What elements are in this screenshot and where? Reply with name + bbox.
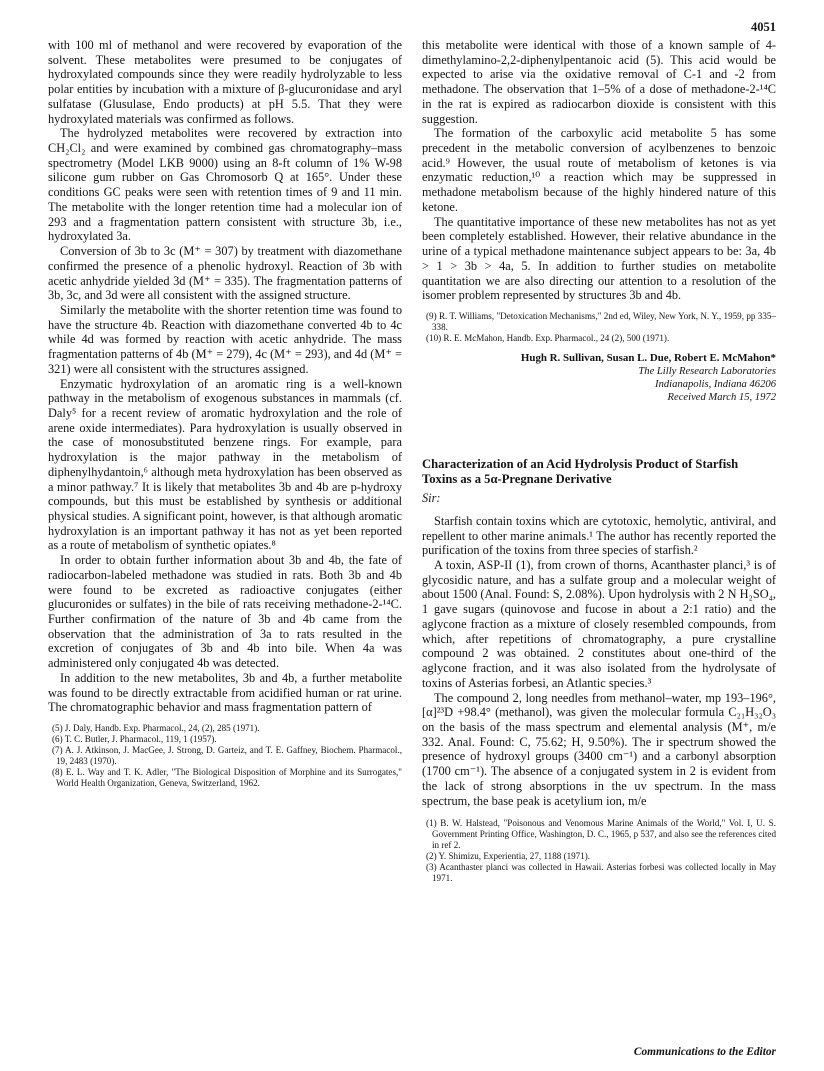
footnote: (8) E. L. Way and T. K. Adler, "The Biological Disposition of Morphine and its Surrogates," World Health Organization, Geneva, Switzerland, 1962. (52, 766, 402, 788)
footnotes-lower-right (422, 818, 776, 883)
footnote: (1) B. W. Halstead, "Poisonous and Venomous Marine Animals of the World," Vol. I, U. S. Government Printing Office, Washington, D. C., 1965, p 537, and also see the references cited in ref 2. (426, 818, 776, 851)
footnotes-upper-right (422, 311, 776, 344)
footnote: (6) T. C. Butler, J. Pharmacol., 119, 1 (1957). (52, 733, 217, 744)
right-column (422, 38, 776, 884)
body-paragraph: In addition to the new metabolites, 3b and 4b, a further metabolite was found to be directly extractable from acidified human or rat urine. The chromatographic behavior and mass fragmentation pattern of (48, 670, 402, 715)
footnote: (7) A. J. Atkinson, J. MacGee, J. Strong, D. Garteiz, and T. E. Gaffney, Biochem. Pharmacol., 19, 2483 (1970). (52, 744, 402, 766)
footnote: (9) R. T. Williams, "Detoxication Mechanisms," 2nd ed, Wiley, New York, N. Y., 1959, pp 335–338. (426, 310, 776, 332)
authors: Hugh R. Sullivan, Susan L. Due, Robert E. McMahon* (520, 351, 776, 364)
article-title: Characterization of an Acid Hydrolysis Product of Starfish Toxins as a 5α-Pregnane Derivative (422, 456, 739, 486)
body-paragraph: The hydrolyzed metabolites were recovered by extraction into CH₂Cl₂ and were examined by combined gas chromatography–mass spectrometry (Model LKB 9000) using an 8-ft column of 1% W-98 silicone gum rubber on Gas Chromosorb Q at 165°. Under these conditions GC peaks were seen with retention times of 9 and 11 min. The metabolite with the longer retention time had a molecular ion of 293 and a fragmentation pattern consistent with structure 3b, i.e., hydroxylated 3a. (48, 126, 402, 244)
body-paragraph: Starfish contain toxins which are cytotoxic, hemolytic, antiviral, and repellent to other marine animals.¹ The author has recently reported the purification of the toxins from three species of starfish.² (422, 513, 776, 558)
body-paragraph: The compound 2, long needles from methanol–water, mp 193–196°, [α]²³D +98.4° (methanol), was given the molecular formula C₂₁H₃₂O₃ on the basis of the mass spectrum and elemental analysis (M⁺, m/e 332. Anal. Found: C, 75.62; H, 9.50%). The ir spectrum showed the presence of hydroxyl groups (3400 cm⁻¹) and a carbonyl absorption (1700 cm⁻¹). The absence of a conjugated system in 2 is evident from the lack of strong absorptions in the uv spectrum. In the mass spectrum, the base peak is acetylium ion, m/e (422, 690, 776, 808)
footnote: (5) J. Daly, Handb. Exp. Pharmacol., 24, (2), 285 (1971). (52, 723, 260, 734)
received-date: Received March 15, 1972 (667, 392, 776, 404)
body-paragraph: Similarly the metabolite with the shorter retention time was found to have the structure 4b. Reaction with diazomethane converted 4b to 4c while 4d was formed by reaction with acetic anhydride. The mass fragmentation patterns of 4b (M⁺ = 279), 4c (M⁺ = 293), and 4d (M⁺ = 321) were all consistent with the structures assigned. (48, 302, 402, 376)
body-paragraph: The quantitative importance of these new metabolites has not as yet been completely established. However, their relative abundance in the urine of a typical methadone maintenance subject appears to be: 3a, 4b > 1 > 3b > 4a, 5. In addition to further studies on metabolite quantitation we are also directing our attention to a resolution of the isomer problem represented by structures 3b and 4b. (422, 214, 776, 303)
footnotes-left (48, 723, 402, 788)
salutation: Sir: (422, 490, 441, 505)
left-column (48, 38, 402, 789)
body-paragraph: Conversion of 3b to 3c (M⁺ = 307) by treatment with diazomethane confirmed the presence of a phenolic hydroxyl. Reaction of 3b with acetic anhydride yielded 3d (M⁺ = 335). The fragmentation patterns of 3b, 3c, and 3d were all consistent with the assigned structure. (48, 244, 402, 303)
footnote: (2) Y. Shimizu, Experientia, 27, 1188 (1971). (426, 850, 591, 861)
page-number: 4051 (751, 20, 776, 34)
section-footer: Communications to the Editor (633, 1046, 776, 1058)
footnote: (3) Acanthaster planci was collected in Hawaii. Asterias forbesi was collected locally in May 1971. (426, 861, 776, 883)
affiliation-location: Indianapolis, Indiana 46206 (655, 379, 776, 391)
author-block (422, 351, 776, 405)
body-paragraph: In order to obtain further information about 3b and 4b, the fate of radiocarbon-labeled methadone was studied in rats. Both 3b and 4b were found to be excreted as radioactive conjugates (either glucuronides or sulfates) in the bile of rats receiving methadone-2-¹⁴C. Further confirmation of the nature of 3b and 4b came from the observation that the administration of 3a to rats resulted in the excretion of conjugates of 3b and 4b into bile. When 4a was administered only conjugated 4b was detected. (48, 553, 402, 671)
body-paragraph: The formation of the carboxylic acid metabolite 5 has some precedent in the metabolic conversion of acylbenzenes to benzoic acid.⁹ However, the usual route of metabolism of ketones is via enzymatic reduction,¹⁰ a reaction which may be suppressed in methadone metabolism because of the highly hindered nature of this ketone. (422, 126, 776, 214)
body-paragraph: this metabolite were identical with those of a known sample of 4-dimethylamino-2,2-diphenylpentanoic acid (5). This acid would be expected to arise via the oxidative removal of C-1 and -2 from methadone. The observation that 1–5% of a dose of methadone-2-¹⁴C in the rat is expired as radiocarbon dioxide is consistent with this suggestion. (422, 38, 776, 126)
footnote: (10) R. E. McMahon, Handb. Exp. Pharmacol., 24 (2), 500 (1971). (426, 332, 670, 343)
body-paragraph: Enzymatic hydroxylation of an aromatic ring is a well-known pathway in the metabolism of exogenous substances in mammals (cf. Daly⁵ for a recent review of aromatic hydroxylation and the role of arene oxide intermediates). Para hydroxylation is usually observed in the case of monosubstituted benzene rings. For example, para hydroxylation is the major pathway in the metabolism of diphenylhydantoin,⁶ although meta hydroxylation has been observed as a minor pathway.⁷ It is likely that metabolites 3b and 4b are p-hydroxy compounds, but this must be established by synthesis or additional physical studies. A significant point, however, is that although aromatic hydroxylation is an important pathway it has not as yet been reported as a route of metabolism of synthetic opiates.⁸ (48, 376, 402, 553)
body-paragraph: A toxin, ASP-II (1), from crown of thorns, Acanthaster planci,³ is of glycosidic nature, and has a sulfate group and a molecular weight of about 1500 (Anal. Found: S, 2.08%). Upon hydrolysis with 2 N H₂SO₄, 1 gave sugars (quinovose and fucose in about a 2:1 ratio) and the aglycone fraction as a mixture of closely resembled compounds, from which, after repetitions of chromatography, a pure crystalline compound 2 was obtained. 2 constitutes about one-third of the aglycone fraction, and it was also isolated from the hydrolysate of toxins of Asterias forbesi, an Atlantic species.³ (422, 558, 776, 690)
affiliation-institution: The Lilly Research Laboratories (638, 365, 776, 377)
body-paragraph: with 100 ml of methanol and were recovered by evaporation of the solvent. These metabolites were presumed to be conjugates of hydroxylated compounds since they were readily hydrolyzable to less polar entities by incubation with a mixture of β-glucuronidase and aryl sulfatase (Glusulase, Endo products) at pH 5.5. That they were hydroxylated materials was confirmed as follows. (48, 38, 402, 126)
